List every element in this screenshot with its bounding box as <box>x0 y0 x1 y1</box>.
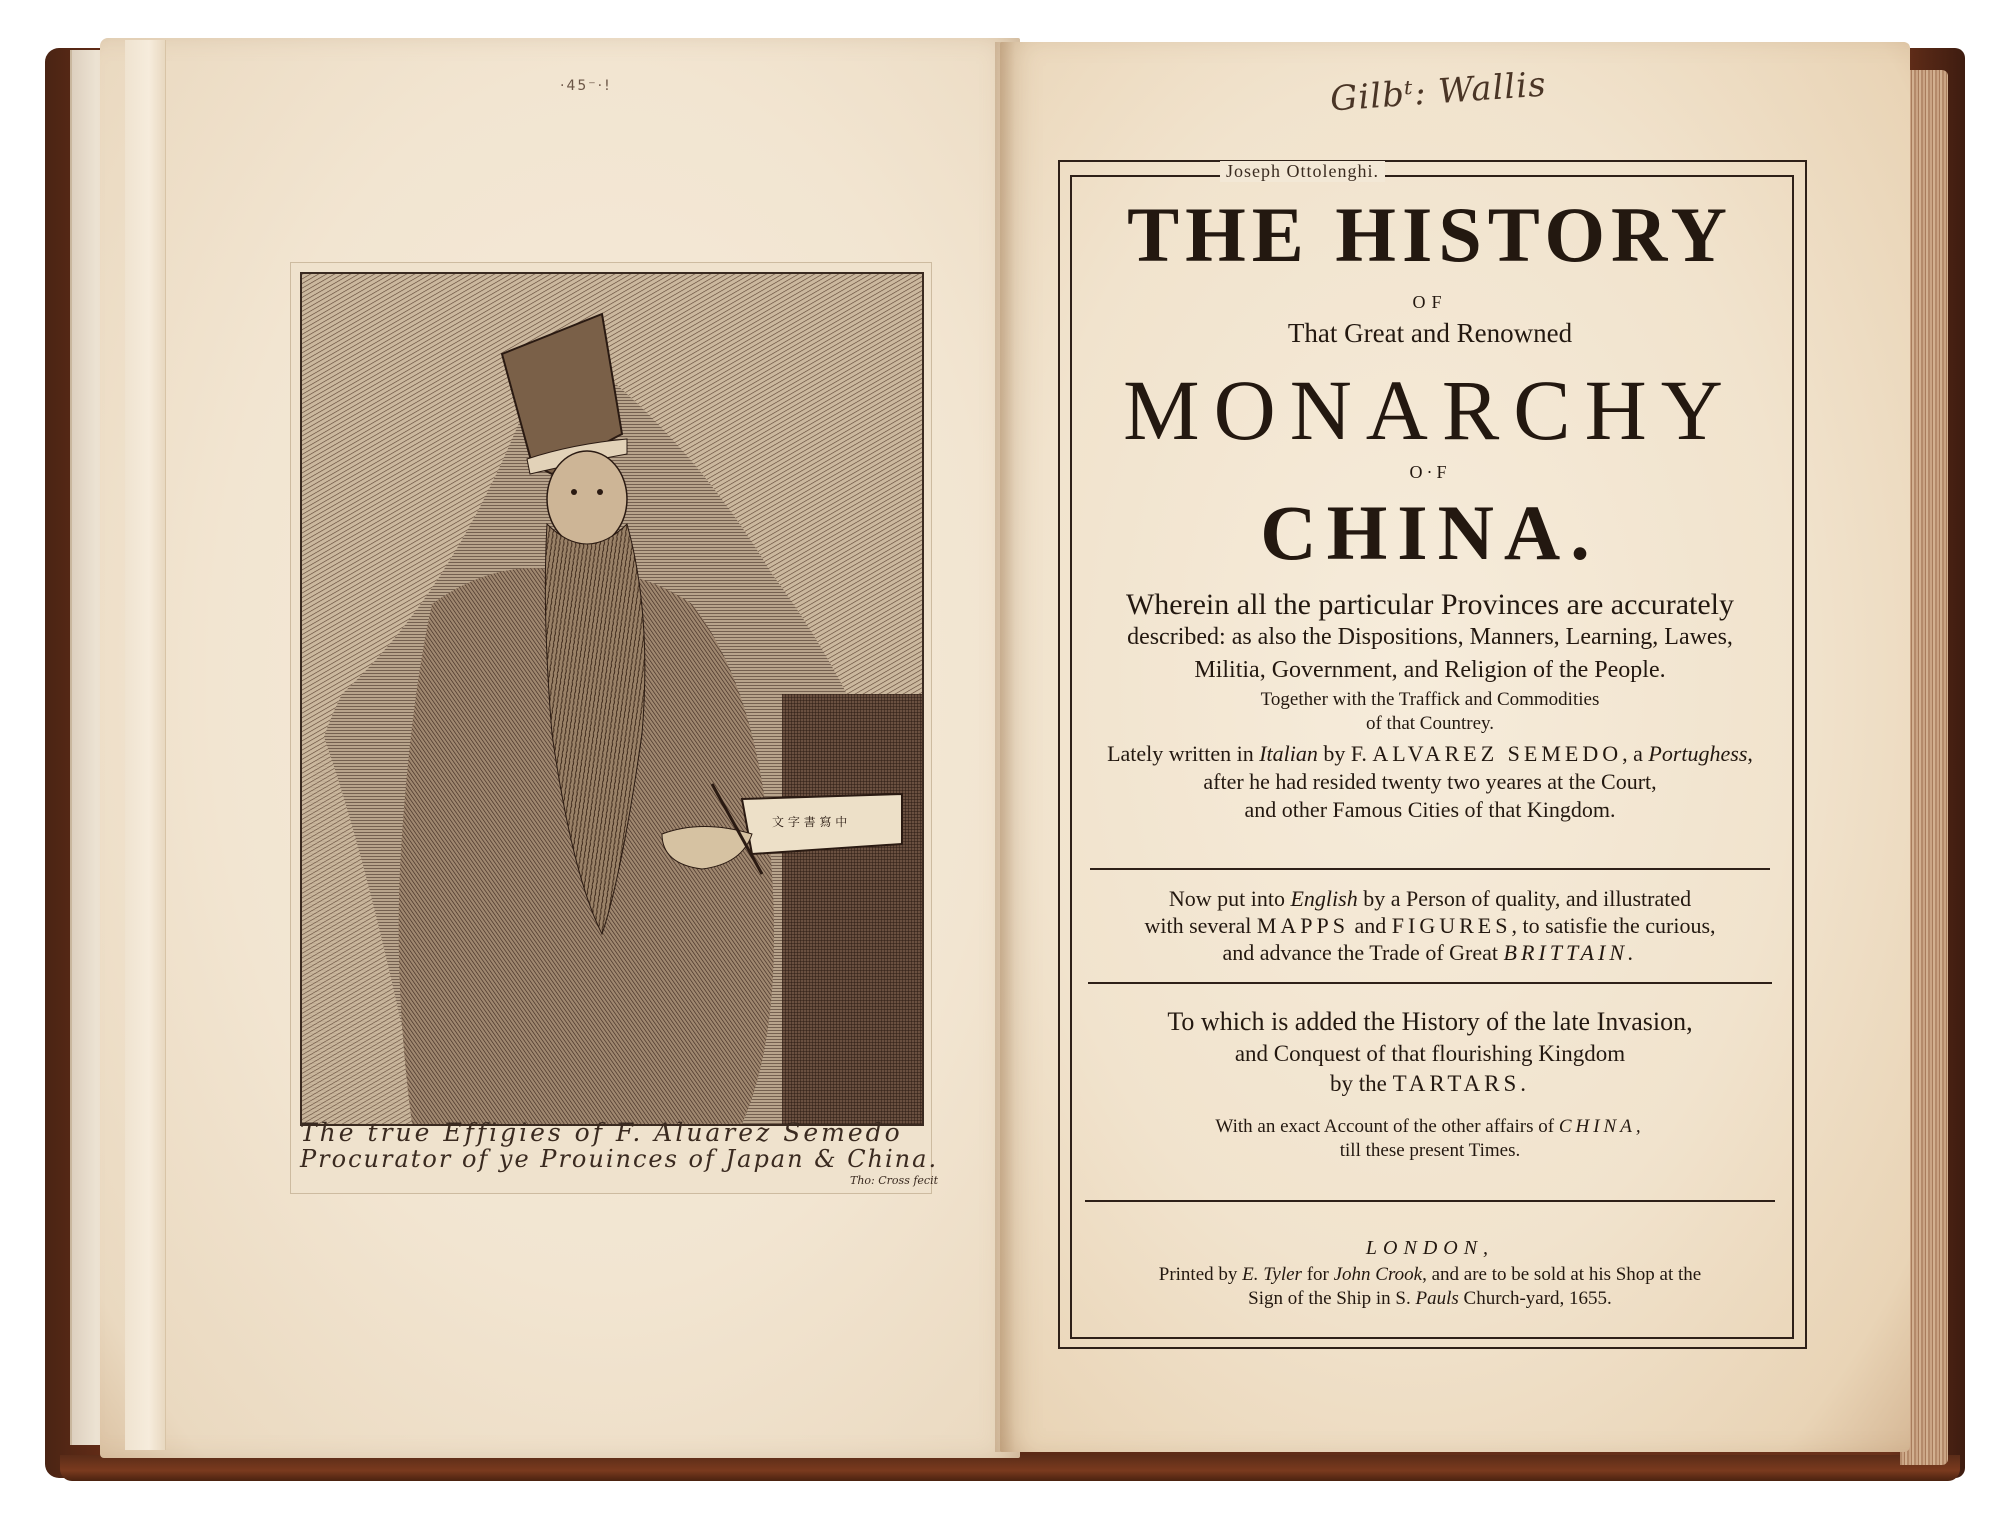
addition-line-4 <box>1072 1115 1788 1139</box>
text: Church-yard, 1655. <box>1458 1288 1612 1309</box>
translation-line-2 <box>1072 912 1788 939</box>
english-italic: English <box>1290 886 1358 911</box>
cover-bottom-edge <box>60 1455 1960 1481</box>
text: with several <box>1144 913 1257 938</box>
translation-line-1 <box>1072 885 1788 912</box>
author-line-3: and other Famous Cities of that Kingdom. <box>1244 797 1616 822</box>
description-line-3: Militia, Government, and Religion of the People. <box>1194 657 1666 683</box>
description-line-5: of that Countrey. <box>1365 713 1495 734</box>
title-of-2: O·F <box>1409 462 1451 482</box>
engraver-signature: Tho: Cross fecit <box>850 1174 939 1187</box>
text: by the <box>1329 1071 1393 1096</box>
text: Lately written in <box>1107 741 1260 766</box>
translation-block <box>1072 885 1788 966</box>
caption-line-2: Procurator of ye Prouinces of Japan & China. <box>300 1145 939 1173</box>
text: , a <box>1622 741 1649 766</box>
manuscript-signature: Gilbᵗ: Wallis <box>1328 64 1548 120</box>
caption-line-1: The true Effigies of F. Aluarez Semedo <box>300 1118 903 1147</box>
author-line-1 <box>1072 740 1788 768</box>
imprint-line-2 <box>1072 1287 1788 1311</box>
gutter-shadow <box>995 42 1015 1452</box>
left-page-stub <box>125 40 166 1450</box>
addition-line-2: and Conquest of that flourishing Kingdom <box>1234 1041 1626 1066</box>
text: , <box>1747 741 1753 766</box>
engraving-caption <box>300 1118 939 1187</box>
description-block <box>1072 588 1788 687</box>
text: by a Person of quality, and illustrated <box>1357 886 1692 911</box>
portrait-illustration <box>302 274 922 1124</box>
divider-rule-1 <box>1090 868 1770 870</box>
language-italic: Italian <box>1259 741 1318 766</box>
text: Now put into <box>1168 886 1291 911</box>
addition-line-1: To which is added the History of the late Invasion, <box>1167 1007 1693 1036</box>
description-line-2: described: as also the Dispositions, Manners, Learning, Lawes, <box>1127 624 1733 650</box>
china-italic: CHINA, <box>1558 1116 1645 1137</box>
author-line-2: after he had resided twenty two yeares at the Court, <box>1203 769 1657 794</box>
addition-line-3 <box>1072 1069 1788 1099</box>
text: by F. <box>1317 741 1373 766</box>
ownership-stamp: Joseph Ottolenghi. <box>1220 161 1385 182</box>
account-block <box>1072 1115 1788 1163</box>
text: , to satisfie the curious, <box>1511 913 1716 938</box>
imprint-block <box>1072 1263 1788 1311</box>
title-china: CHINA. <box>1260 489 1600 576</box>
svg-text:文 字 書 寫 中: 文 字 書 寫 中 <box>772 815 848 829</box>
brittain-italic: BRITTAIN. <box>1503 940 1638 965</box>
text: , and are to be sold at his Shop at the <box>1422 1264 1702 1285</box>
mapps-smallcaps: MAPPS <box>1256 913 1350 938</box>
description-line-4: Together with the Traffick and Commodities <box>1260 689 1600 710</box>
text: and <box>1349 913 1392 938</box>
pencil-mark: ·45⁻·! <box>560 78 612 94</box>
printer-name: E. Tyler <box>1242 1264 1302 1285</box>
imprint-line-1 <box>1072 1263 1788 1287</box>
author-name: ALVAREZ SEMEDO <box>1372 741 1623 766</box>
figures-smallcaps: FIGURES <box>1391 913 1512 938</box>
text: for <box>1301 1264 1334 1285</box>
addition-line-5: till these present Times. <box>1339 1140 1521 1161</box>
tartars-smallcaps: TARTARS. <box>1392 1071 1531 1096</box>
author-block <box>1072 740 1788 824</box>
text: Sign of the Ship in S. <box>1248 1288 1416 1309</box>
title-of: OF <box>1412 292 1448 312</box>
text: Printed by <box>1158 1264 1243 1285</box>
frontispiece-portrait <box>300 272 924 1126</box>
description-line-1: Wherein all the particular Provinces are accurately <box>1125 588 1734 621</box>
divider-rule-2 <box>1088 982 1772 984</box>
title-history: THE HISTORY <box>1127 191 1733 278</box>
text: With an exact Account of the other affairs of <box>1215 1116 1559 1137</box>
title-great-renowned: That Great and Renowned <box>1287 318 1573 348</box>
publisher-name: John Crook <box>1333 1264 1423 1285</box>
title-monarchy: MONARCHY <box>1123 362 1737 458</box>
nationality-italic: Portughess <box>1648 741 1748 766</box>
traffick-block <box>1072 688 1788 736</box>
translation-line-3 <box>1072 939 1788 966</box>
addition-block <box>1072 1005 1788 1099</box>
imprint-city: LONDON, <box>1365 1237 1495 1259</box>
pauls-italic: Pauls <box>1415 1288 1459 1309</box>
text: and advance the Trade of Great <box>1222 940 1504 965</box>
divider-rule-3 <box>1085 1200 1775 1202</box>
